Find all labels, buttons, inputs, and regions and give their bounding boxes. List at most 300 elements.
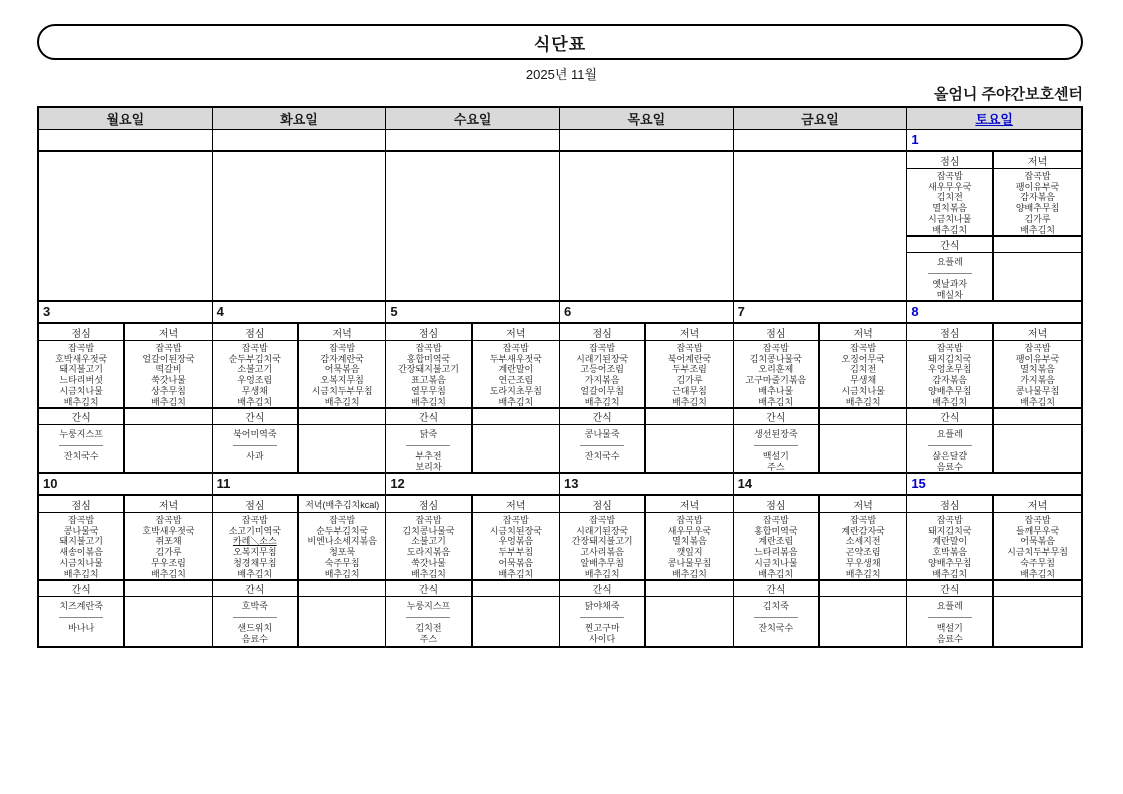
menu-item: 떡갈비 xyxy=(155,364,182,375)
snack-header-empty xyxy=(820,409,906,424)
snack-menu-empty xyxy=(646,597,732,646)
dinner-menu xyxy=(473,513,559,579)
day-number: 5 xyxy=(386,302,559,324)
week-row-0 xyxy=(39,130,1081,302)
menu-item: 열무무침 xyxy=(411,385,446,396)
menu-item: 오복지무침 xyxy=(320,375,364,386)
dinner-menu xyxy=(473,341,559,407)
menu-item: 시금치나물 xyxy=(928,213,972,224)
menu-item: 오리훈제 xyxy=(758,364,794,375)
snack-section xyxy=(386,425,559,473)
day-number xyxy=(734,130,907,152)
snack-header: 간식 xyxy=(39,409,125,424)
lunch-menu xyxy=(386,513,472,579)
menu-item: 잡곡밥 xyxy=(589,515,616,525)
menu-item: 김치콩나물국 xyxy=(749,353,802,364)
empty-day-body xyxy=(213,152,386,301)
menu-item: 우엉볶음 xyxy=(498,536,534,547)
snack-header-empty xyxy=(994,581,1081,596)
day-cell-3 xyxy=(39,302,213,473)
snack-header: 간식 xyxy=(386,409,472,424)
snack-divider xyxy=(406,617,450,618)
menu-item: 양배추무침 xyxy=(928,557,972,568)
snack-header: 간식 xyxy=(213,409,299,424)
menu-item: 배추김치 xyxy=(237,568,273,579)
menu-item: 느타리볶음 xyxy=(754,547,798,558)
snack-menu-empty xyxy=(125,425,211,473)
lunch-menu xyxy=(734,341,820,407)
menu-item: 잡곡밥 xyxy=(762,343,789,353)
snack-item: 김치전 xyxy=(415,623,442,634)
menu-item: 쑥갓나물 xyxy=(151,375,186,386)
snack-header-row xyxy=(386,581,559,597)
meal-headers xyxy=(560,496,733,513)
menu-item: 배추김치 xyxy=(845,396,881,407)
snack-item: 콩나물죽 xyxy=(584,429,620,440)
day-number xyxy=(560,130,733,152)
weekday-header-1: 화요일 xyxy=(213,108,387,129)
meal-headers xyxy=(560,324,733,341)
snack-menu xyxy=(560,597,646,646)
snack-menu xyxy=(734,425,820,473)
menu-item: 돼지김치국 xyxy=(928,353,972,364)
snack-header-empty xyxy=(646,581,732,596)
menu-item: 도라지볶음 xyxy=(406,547,451,558)
weekday-header-row xyxy=(39,108,1081,130)
week-row-1 xyxy=(39,302,1081,474)
menu-item: 어묵볶음 xyxy=(498,557,534,568)
dinner-header: 저녁(배추김치kcal) xyxy=(305,499,380,510)
lunch-header: 점심 xyxy=(386,324,472,340)
snack-header: 간식 xyxy=(213,581,299,596)
menu-item: 배추김치 xyxy=(411,568,446,579)
menu-item: 배추김치 xyxy=(411,396,446,407)
menu-item: 시금치두부무침 xyxy=(1007,547,1068,558)
day-cell-13 xyxy=(560,474,734,646)
dinner-menu xyxy=(646,341,732,407)
snack-header-empty xyxy=(473,581,559,596)
menu-item: 고구마줄기볶음 xyxy=(745,375,807,386)
meal-headers xyxy=(734,324,907,341)
snack-item: 닭죽 xyxy=(419,429,438,440)
menu-item: 숙주무침 xyxy=(324,557,360,568)
menu-item: 오복지무침 xyxy=(233,547,277,558)
snack-item: 샌드위치 xyxy=(237,623,273,634)
snack-header-row xyxy=(39,581,212,597)
day-number: 6 xyxy=(560,302,733,324)
dinner-header: 저녁 xyxy=(853,500,873,512)
menu-item: 새우무우국 xyxy=(928,181,972,192)
dinner-menu xyxy=(125,513,211,579)
menu-item: 가지볶음 xyxy=(584,375,620,386)
menu-section xyxy=(907,341,1081,409)
menu-item: 김치콩나물국 xyxy=(402,525,455,536)
meal-headers xyxy=(386,496,559,513)
lunch-header: 점심 xyxy=(39,324,125,340)
meal-headers xyxy=(39,324,212,341)
menu-item: 시금치나물 xyxy=(754,557,798,568)
dinner-menu xyxy=(994,169,1081,235)
menu-item: 잡곡밥 xyxy=(762,515,789,525)
menu-item: 잡곡밥 xyxy=(676,515,703,525)
empty-day-body xyxy=(386,152,559,301)
snack-menu xyxy=(734,597,820,646)
menu-item: 잡곡밥 xyxy=(589,343,616,353)
snack-header-empty xyxy=(473,409,559,424)
meal-headers xyxy=(907,496,1081,513)
menu-item: 배추김치 xyxy=(845,568,881,579)
menu-item: 계란조림 xyxy=(758,536,794,547)
menu-item: 잡곡밥 xyxy=(155,515,182,525)
menu-item: 새우무우국 xyxy=(667,525,712,536)
menu-item: 북어계란국 xyxy=(667,353,712,364)
menu-item: 감자볶음 xyxy=(932,375,968,386)
snack-divider xyxy=(59,617,103,618)
menu-item: 양배추무침 xyxy=(928,385,972,396)
menu-item: 멸치볶음 xyxy=(1020,364,1055,375)
day-number xyxy=(386,130,559,152)
day-number: 1 xyxy=(907,130,1081,152)
menu-item: 가지볶음 xyxy=(1020,375,1055,386)
meal-headers xyxy=(39,496,212,513)
menu-item: 얼갈이된장국 xyxy=(142,353,195,364)
snack-item: 음료수 xyxy=(936,462,963,473)
dinner-menu xyxy=(994,341,1081,407)
menu-item: 잡곡밥 xyxy=(1024,171,1051,181)
day-number: 8 xyxy=(907,302,1081,324)
menu-item: 양배추무침 xyxy=(1015,203,1060,214)
snack-menu-empty xyxy=(820,597,906,646)
snack-header-empty xyxy=(994,237,1081,252)
day-number: 7 xyxy=(734,302,907,324)
snack-item: 매실차 xyxy=(936,290,963,301)
day-cell-11 xyxy=(213,474,387,646)
snack-header-row xyxy=(213,409,386,425)
menu-item: 잡곡밥 xyxy=(241,515,268,525)
menu-item: 배추김치 xyxy=(758,568,794,579)
menu-item: 잡곡밥 xyxy=(68,343,95,353)
menu-item: 표고볶음 xyxy=(411,375,446,386)
snack-item: 치즈계란죽 xyxy=(59,601,103,612)
dinner-menu xyxy=(299,513,385,579)
menu-item: 잡곡밥 xyxy=(936,343,963,353)
snack-item: 생선된장죽 xyxy=(754,429,798,440)
day-cell-6 xyxy=(560,302,734,473)
menu-item: 들깨무우국 xyxy=(1015,525,1060,536)
menu-item: 김치전 xyxy=(850,364,877,375)
snack-item: 삶은달걀 xyxy=(932,451,968,462)
snack-menu-empty xyxy=(473,597,559,646)
snack-header: 간식 xyxy=(39,581,125,596)
menu-item: 고등어조림 xyxy=(580,364,624,375)
menu-item: 배추김치 xyxy=(498,568,534,579)
day-cell-1 xyxy=(907,130,1081,301)
snack-header-empty xyxy=(646,409,732,424)
snack-section xyxy=(39,597,212,646)
lunch-header: 점심 xyxy=(213,496,299,512)
menu-section xyxy=(386,341,559,409)
dinner-header: 저녁 xyxy=(853,328,873,340)
menu-item: 청포묵 xyxy=(329,547,356,558)
menu-item: 배추김치 xyxy=(324,396,360,407)
snack-menu xyxy=(386,597,472,646)
snack-menu-empty xyxy=(994,425,1081,473)
menu-item: 배추김치 xyxy=(932,224,968,235)
menu-item: 순두부김치국 xyxy=(316,525,369,536)
day-number: 3 xyxy=(39,302,212,324)
snack-item: 주스 xyxy=(767,462,785,473)
day-cell-12 xyxy=(386,474,560,646)
lunch-header: 점심 xyxy=(734,324,820,340)
snack-menu xyxy=(560,425,646,473)
menu-item: 우엉조림 xyxy=(237,375,273,386)
snack-item: 음료수 xyxy=(936,634,963,645)
weekday-header-2: 수요일 xyxy=(386,108,560,129)
menu-item: 두부조림 xyxy=(672,364,707,375)
menu-item: 콩나물무침 xyxy=(667,557,712,568)
menu-item: 상추무침 xyxy=(151,385,186,396)
menu-item: 오징어무국 xyxy=(841,353,885,364)
menu-item: 김가루 xyxy=(155,547,182,558)
menu-item: 근대무침 xyxy=(672,385,707,396)
day-number: 12 xyxy=(386,474,559,496)
snack-section xyxy=(560,597,733,646)
snack-menu xyxy=(39,425,125,473)
snack-menu xyxy=(39,597,125,646)
snack-item: 김치죽 xyxy=(762,601,789,612)
menu-item: 배추김치 xyxy=(237,396,273,407)
snack-divider xyxy=(754,617,798,618)
menu-item: 계란말이 xyxy=(498,364,534,375)
snack-section xyxy=(734,597,907,646)
menu-item: 소세지전 xyxy=(845,536,881,547)
snack-header-row xyxy=(734,581,907,597)
snack-section xyxy=(213,425,386,473)
page-title: 식단표 xyxy=(533,34,587,54)
lunch-header: 점심 xyxy=(907,496,994,512)
snack-item: 요플레 xyxy=(936,429,963,440)
snack-header: 간식 xyxy=(560,581,646,596)
snack-divider xyxy=(580,617,624,618)
lunch-header: 점심 xyxy=(386,496,472,512)
menu-item: 시금치두부무침 xyxy=(311,385,373,396)
menu-item: 잡곡밥 xyxy=(502,515,529,525)
menu-item: 팽이유부국 xyxy=(1015,181,1060,192)
snack-header-row xyxy=(907,581,1081,597)
lunch-menu xyxy=(560,341,646,407)
day-cell-14 xyxy=(734,474,908,646)
menu-item: 배추김치 xyxy=(1020,224,1055,235)
snack-section xyxy=(907,597,1081,646)
empty-day-body xyxy=(734,152,907,301)
menu-item: 배추김치 xyxy=(672,568,707,579)
snack-item: 요플레 xyxy=(936,257,963,268)
menu-item: 계란감자국 xyxy=(841,525,885,536)
meal-headers xyxy=(213,496,386,513)
menu-item: 홍합미역국 xyxy=(406,353,451,364)
snack-header-row xyxy=(907,409,1081,425)
menu-item: 새송이볶음 xyxy=(59,547,103,558)
menu-item: 순두부김치국 xyxy=(228,353,281,364)
snack-header: 간식 xyxy=(734,581,820,596)
snack-divider xyxy=(928,445,972,446)
snack-header-row xyxy=(213,581,386,597)
menu-item: 잡곡밥 xyxy=(850,343,877,353)
snack-divider xyxy=(233,617,277,618)
calendar-body xyxy=(39,130,1081,646)
dinner-menu xyxy=(299,341,385,407)
snack-item: 잔치국수 xyxy=(758,623,794,634)
snack-divider xyxy=(233,445,277,446)
snack-header-row xyxy=(386,409,559,425)
day-cell-8 xyxy=(907,302,1081,473)
snack-menu-empty xyxy=(994,597,1081,646)
menu-item: 배추김치 xyxy=(1020,568,1055,579)
menu-item: 돼지불고기 xyxy=(59,536,103,547)
menu-item: 간장돼지불고기 xyxy=(398,364,459,375)
snack-item: 찐고구마 xyxy=(584,623,620,634)
snack-menu-empty xyxy=(299,425,385,473)
snack-section xyxy=(39,425,212,473)
menu-item: 잡곡밥 xyxy=(1024,515,1051,525)
empty-day-cell xyxy=(39,130,213,301)
empty-day-cell xyxy=(734,130,908,301)
menu-item: 고사리볶음 xyxy=(580,547,624,558)
snack-divider xyxy=(754,445,798,446)
menu-item: 배추김치 xyxy=(672,396,707,407)
snack-section xyxy=(386,597,559,646)
snack-menu xyxy=(907,253,994,301)
menu-item: 콩나물무침 xyxy=(1015,385,1060,396)
snack-item: 요플레 xyxy=(936,601,963,612)
month-label: 2025년 11월 xyxy=(525,67,598,82)
snack-header-empty xyxy=(299,409,385,424)
meal-headers xyxy=(734,496,907,513)
day-number: 15 xyxy=(907,474,1081,496)
snack-item: 바나나 xyxy=(68,623,95,634)
dinner-menu xyxy=(820,513,906,579)
menu-item: 팽이유부국 xyxy=(1015,353,1060,364)
menu-item: 잡곡밥 xyxy=(329,515,356,525)
dinner-menu xyxy=(646,513,732,579)
dinner-header: 저녁 xyxy=(506,500,526,512)
menu-section xyxy=(39,341,212,409)
snack-item: 사이다 xyxy=(589,634,616,645)
week-row-2 xyxy=(39,474,1081,646)
snack-header-empty xyxy=(820,581,906,596)
menu-item: 잡곡밥 xyxy=(68,515,95,525)
dinner-header: 저녁 xyxy=(332,328,352,340)
snack-header: 간식 xyxy=(907,581,994,596)
menu-item: 감자볶음 xyxy=(1020,192,1055,203)
menu-item: 깻잎지 xyxy=(676,547,703,558)
meal-headers xyxy=(907,152,1081,169)
menu-item: 잡곡밥 xyxy=(850,515,877,525)
menu-item: 배추김치 xyxy=(63,396,99,407)
lunch-header: 점심 xyxy=(907,324,994,340)
menu-item: 감자계란국 xyxy=(320,353,364,364)
lunch-header: 점심 xyxy=(213,324,299,340)
menu-item: 청경채무침 xyxy=(233,557,277,568)
menu-item: 소불고기 xyxy=(237,364,273,375)
lunch-header: 점심 xyxy=(560,496,646,512)
title-box xyxy=(37,24,1083,60)
weekday-header-0: 월요일 xyxy=(39,108,213,129)
menu-item: 콩나물국 xyxy=(63,525,99,536)
menu-item: 배추김치 xyxy=(151,396,186,407)
dinner-header: 저녁 xyxy=(1027,500,1048,512)
day-cell-5 xyxy=(386,302,560,473)
menu-item: 김가루 xyxy=(676,375,703,386)
snack-header: 간식 xyxy=(907,409,994,424)
day-cell-15 xyxy=(907,474,1081,646)
meal-headers xyxy=(907,324,1081,341)
day-number: 13 xyxy=(560,474,733,496)
day-cell-4 xyxy=(213,302,387,473)
empty-day-cell xyxy=(213,130,387,301)
menu-item: 알배추무침 xyxy=(580,557,624,568)
lunch-menu xyxy=(907,341,994,407)
day-number: 10 xyxy=(39,474,212,496)
menu-item: 배추김치 xyxy=(932,396,968,407)
snack-menu-empty xyxy=(994,253,1081,301)
menu-item: 무생채 xyxy=(241,385,268,396)
snack-section xyxy=(907,425,1081,473)
dinner-header: 저녁 xyxy=(158,500,179,512)
menu-item: 두부새우젓국 xyxy=(489,353,542,364)
menu-item: 호박새우젓국 xyxy=(142,525,195,536)
weekday-header-3: 목요일 xyxy=(560,108,734,129)
menu-item: 잡곡밥 xyxy=(329,343,356,353)
snack-menu xyxy=(907,425,994,473)
day-number xyxy=(213,130,386,152)
menu-item: 돼지불고기 xyxy=(59,364,103,375)
menu-item: 우엉초무침 xyxy=(928,364,972,375)
weekday-header-5: 토요일 xyxy=(975,112,1013,127)
dinner-menu xyxy=(820,341,906,407)
snack-menu xyxy=(213,597,299,646)
dinner-header: 저녁 xyxy=(1027,328,1048,340)
dinner-header: 저녁 xyxy=(679,328,700,340)
menu-item: 얼갈이무침 xyxy=(580,385,624,396)
snack-header-row xyxy=(39,409,212,425)
menu-item: 잡곡밥 xyxy=(1024,343,1051,353)
menu-item: 카레＼소스 xyxy=(232,536,277,547)
lunch-menu xyxy=(907,169,994,235)
snack-item: 주스 xyxy=(419,634,438,645)
lunch-menu xyxy=(213,341,299,407)
lunch-header: 점심 xyxy=(734,496,820,512)
snack-item: 북어미역죽 xyxy=(233,429,277,440)
menu-section xyxy=(560,341,733,409)
snack-section xyxy=(907,253,1081,301)
menu-item: 연근조림 xyxy=(498,375,534,386)
snack-section xyxy=(560,425,733,473)
menu-item: 배추김치 xyxy=(1020,396,1055,407)
lunch-menu xyxy=(907,513,994,579)
menu-section xyxy=(907,169,1081,237)
snack-item: 음료수 xyxy=(241,634,268,645)
menu-item: 느타리버섯 xyxy=(59,375,103,386)
meal-headers xyxy=(386,324,559,341)
menu-item: 배추나물 xyxy=(758,385,794,396)
menu-item: 배추김치 xyxy=(932,568,968,579)
center-name: 올엄니 주야간보호센터 xyxy=(933,86,1083,103)
menu-item: 소고기미역국 xyxy=(228,525,281,536)
menu-item: 시래기된장국 xyxy=(576,353,629,364)
menu-item: 배추김치 xyxy=(584,568,620,579)
menu-section xyxy=(560,513,733,581)
